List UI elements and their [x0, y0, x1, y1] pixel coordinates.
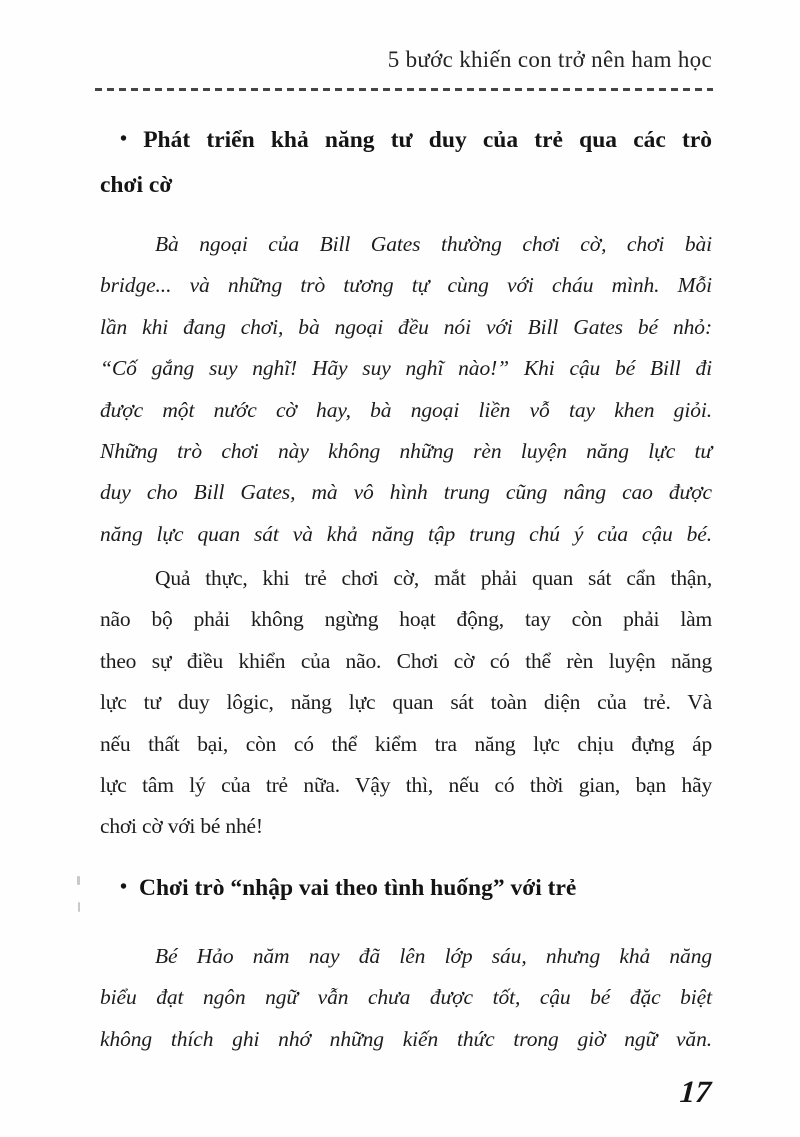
- body-line: Quả thực, khi trẻ chơi cờ, mắt phải quan sát cẩn thận,: [155, 566, 712, 590]
- quote-line: Bà ngoại của Bill Gates thường chơi cờ, chơi bài: [155, 232, 712, 256]
- quote-line: Những trò chơi này không những rèn luyện năng lực tư: [100, 438, 712, 463]
- section1-quote-paragraph: [100, 224, 712, 555]
- scan-artifact: [78, 902, 80, 912]
- body-line: nếu thất bại, còn có thể kiểm tra năng lực chịu đựng áp: [100, 731, 712, 756]
- section2-heading: [100, 866, 712, 911]
- body-line: lực tâm lý của trẻ nữa. Vậy thì, nếu có thời gian, bạn hãy: [100, 772, 712, 797]
- quote-line: không thích ghi nhớ những kiến thức trong giờ ngữ văn.: [100, 1026, 712, 1051]
- quote-line: bridge... và những trò tương tự cùng với cháu mình. Mỗi: [100, 273, 712, 298]
- section2-quote-paragraph: [100, 936, 712, 1060]
- quote-line: năng lực quan sát và khả năng tập trung chú ý của cậu bé.: [100, 521, 712, 546]
- quote-line: biểu đạt ngôn ngữ vẫn chưa được tốt, cậu bé đặc biệt: [100, 985, 712, 1010]
- section1-body-paragraph: [100, 558, 712, 848]
- bullet-icon: •: [120, 876, 128, 898]
- bullet-icon: •: [120, 128, 128, 150]
- quote-line: duy cho Bill Gates, mà vô hình trung cũng nâng cao được: [100, 480, 712, 505]
- quote-line: được một nước cờ hay, bà ngoại liền vỗ tay khen giỏi.: [100, 397, 712, 422]
- quote-line: lần khi đang chơi, bà ngoại đều nói với Bill Gates bé nhỏ:: [100, 314, 712, 339]
- page-number: 17: [678, 1074, 713, 1109]
- quote-line: “Cố gắng suy nghĩ! Hãy suy nghĩ nào!” Khi cậu bé Bill đi: [100, 356, 712, 381]
- body-line: theo sự điều khiển của não. Chơi cờ có thể rèn luyện năng: [100, 648, 712, 673]
- body-line: lực tư duy lôgic, năng lực quan sát toàn diện của trẻ. Và: [100, 690, 712, 715]
- body-line: não bộ phải không ngừng hoạt động, tay còn phải làm: [100, 607, 712, 632]
- section2-heading-text: Chơi trò “nhập vai theo tình huống” với trẻ: [139, 875, 577, 901]
- body-line: chơi cờ với bé nhé!: [100, 814, 263, 839]
- running-header: 5 bước khiến con trở nên ham học: [387, 47, 712, 72]
- scan-artifact: [77, 876, 80, 885]
- section1-heading-line2: chơi cờ: [100, 172, 173, 198]
- dashed-divider: [95, 88, 713, 91]
- section1-heading-text1: Phát triển khả năng tư duy của trẻ qua các trò: [143, 127, 713, 153]
- quote-line: Bé Hảo năm nay đã lên lớp sáu, nhưng khả năng: [155, 944, 712, 968]
- section2-heading-line: [100, 866, 712, 911]
- section1-heading-line1: [100, 118, 712, 163]
- section1-heading: [100, 118, 712, 207]
